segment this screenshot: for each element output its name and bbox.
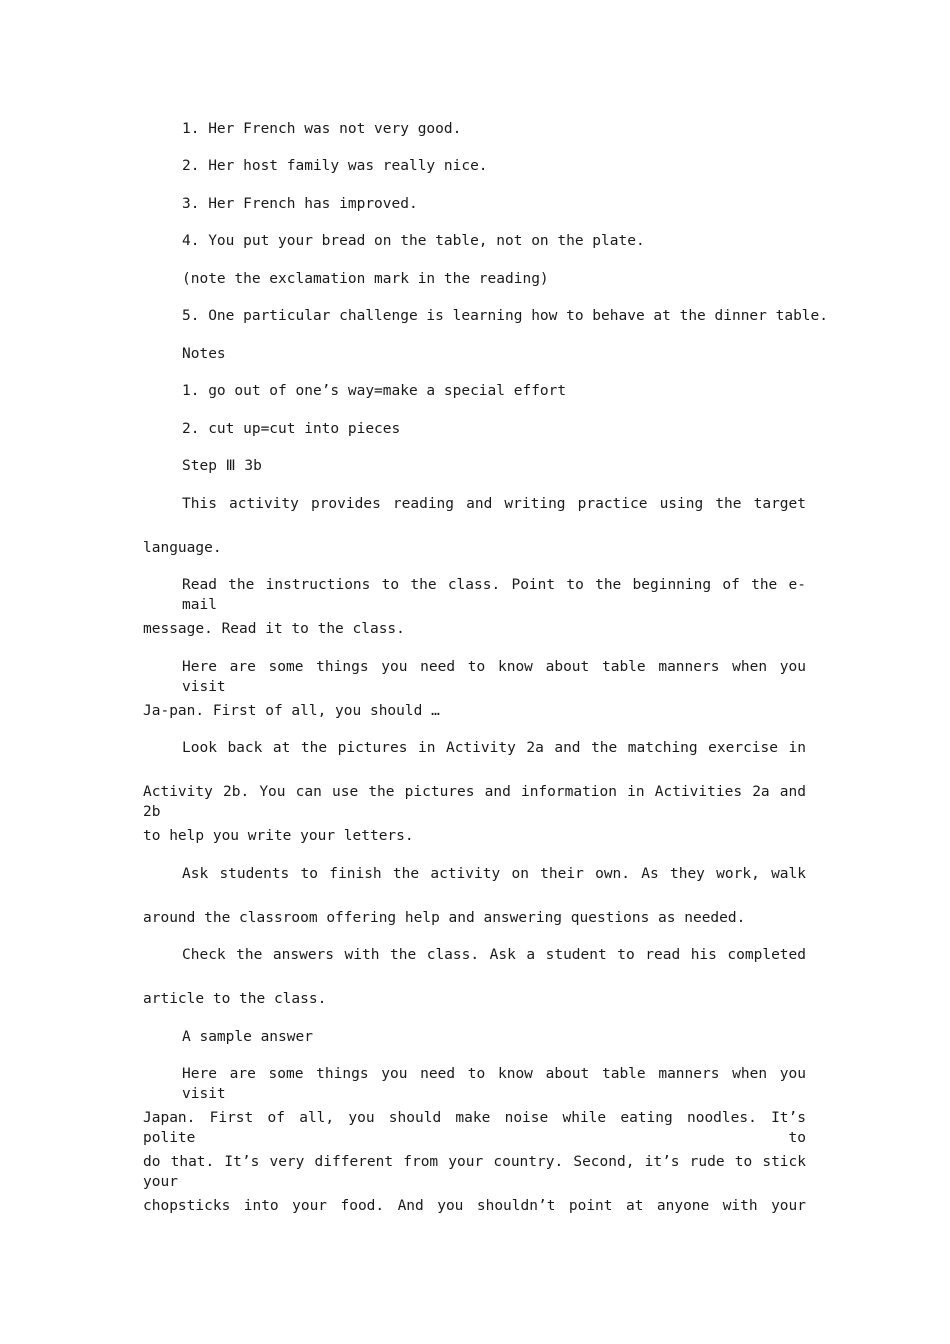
paragraph-line: Activity 2b. You can use the pictures and information in Activities 2a and 2b	[143, 784, 806, 820]
paragraph-line: Look back at the pictures in Activity 2a and the matching exercise in	[182, 740, 806, 756]
paragraph-line: Read the instructions to the class. Point to the beginning of the e-mail	[182, 577, 806, 613]
answer-line-5: 5. One particular challenge is learning how to behave at the dinner table.	[182, 308, 829, 324]
paragraph-line: Japan. First of all, you should make noise while eating noodles. It’s polite to	[143, 1110, 806, 1146]
paragraph-line: Ask students to finish the activity on their own. As they work, walk	[182, 866, 806, 882]
paragraph-line: language.	[143, 540, 222, 556]
paragraph-line: Check the answers with the class. Ask a student to read his completed	[182, 947, 806, 963]
sample-answer-heading: A sample answer	[182, 1029, 313, 1045]
answer-line-1: 1. Her French was not very good.	[182, 121, 462, 137]
paragraph-line: This activity provides reading and writing practice using the target	[182, 496, 806, 512]
paragraph-line: do that. It’s very different from your country. Second, it’s rude to stick your	[143, 1154, 806, 1190]
answer-line-2: 2. Her host family was really nice.	[182, 158, 488, 174]
notes-heading: Notes	[182, 346, 226, 362]
paragraph-line: to help you write your letters.	[143, 828, 414, 844]
paragraph-line: Ja-pan. First of all, you should …	[143, 703, 440, 719]
note-line-2: 2. cut up=cut into pieces	[182, 421, 401, 437]
answer-line-3: 3. Her French has improved.	[182, 196, 418, 212]
paragraph-line: around the classroom offering help and answering questions as needed.	[143, 910, 746, 926]
paragraph-line: Here are some things you need to know about table manners when you visit	[182, 1066, 806, 1102]
note-line-1: 1. go out of one’s way=make a special effort	[182, 383, 567, 399]
paragraph-line: Here are some things you need to know about table manners when you visit	[182, 659, 806, 695]
answer-line-4: 4. You put your bread on the table, not on the plate.	[182, 233, 645, 249]
step-heading: Step Ⅲ 3b	[182, 458, 262, 474]
paragraph-line: article to the class.	[143, 991, 327, 1007]
paragraph-line: message. Read it to the class.	[143, 621, 405, 637]
paragraph-line: chopsticks into your food. And you shouldn’t point at anyone with your	[143, 1198, 806, 1214]
reading-note: (note the exclamation mark in the reading)	[182, 271, 549, 287]
